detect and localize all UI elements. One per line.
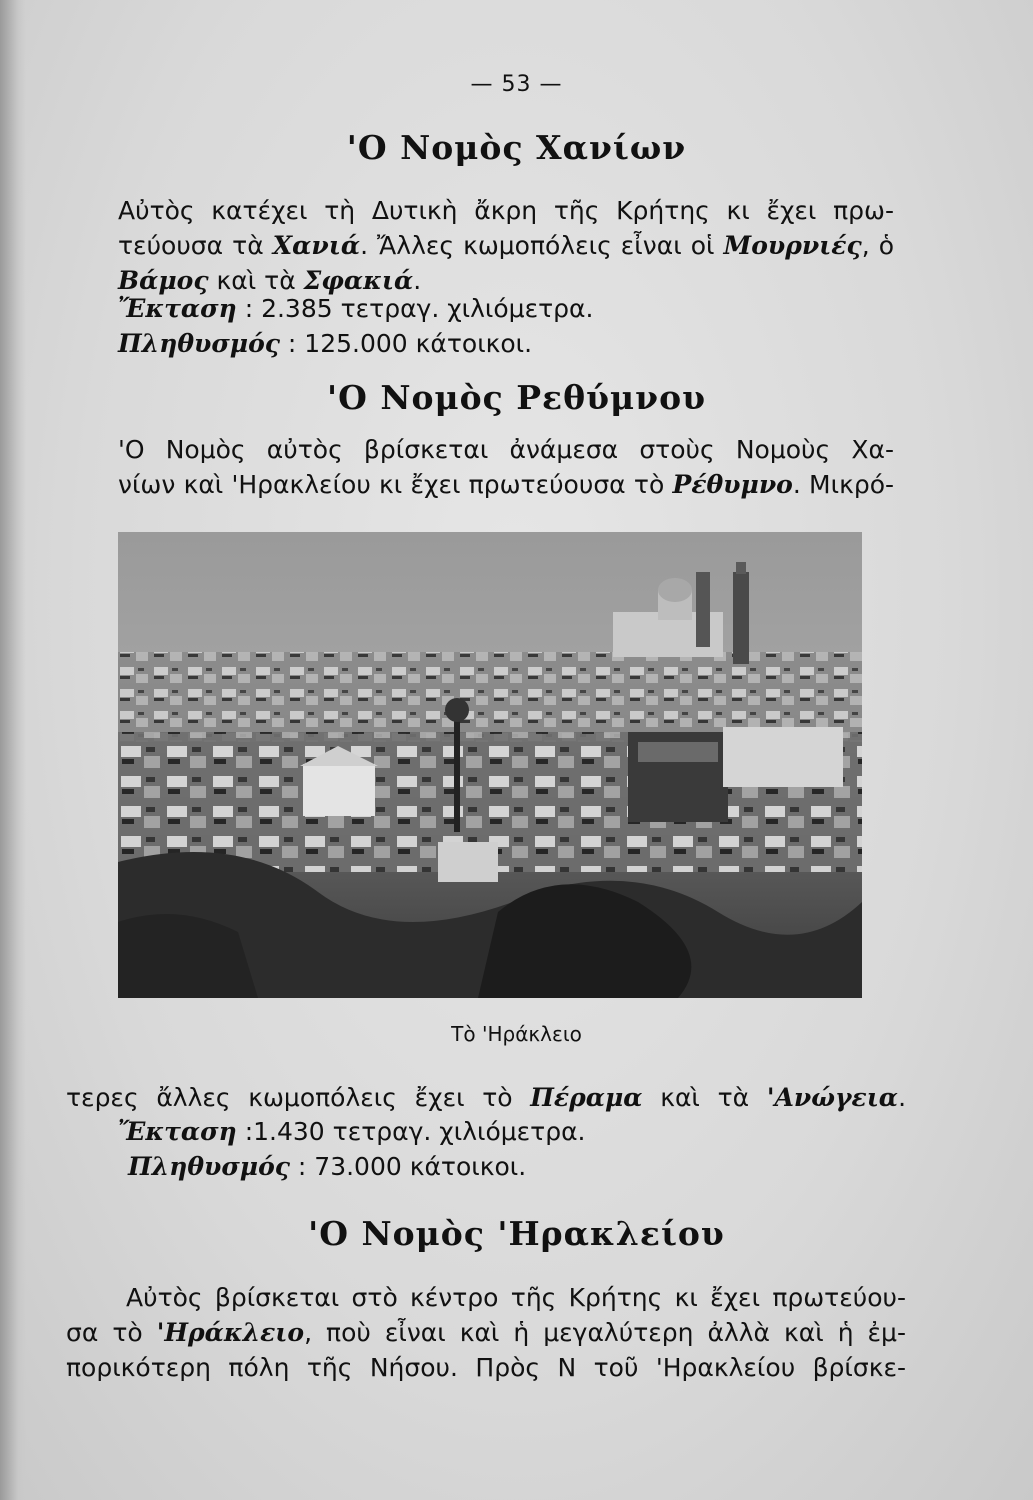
area-value: : 2.385 τετραγ. χιλιόμετρα. [236, 294, 594, 323]
text-run: , ποὺ εἶναι καὶ ἡ μεγαλύτερη ἀλλὰ καὶ ἡ ἐμ- [304, 1318, 906, 1347]
photo-caption: Τὸ 'Ηράκλειο [451, 1022, 582, 1046]
page-number: — 53 — [470, 72, 563, 97]
text-line [118, 228, 894, 263]
text-run: . [413, 266, 422, 295]
area-label: Ἔκταση [118, 1117, 237, 1146]
population-label: Πληθυσμός [128, 1152, 290, 1181]
section-title-chania: 'Ο Νομὸς Χανίων [346, 128, 687, 167]
paragraph-rethymno-continued [66, 1080, 906, 1115]
area-chania [118, 292, 593, 326]
text-run: , ὁ [861, 231, 894, 260]
population-value: : 125.000 κάτοικοι. [279, 329, 533, 358]
text-run: τεύουσα τὰ [118, 231, 273, 260]
paragraph-chania [118, 193, 894, 298]
text-run: . Μικρό- [792, 470, 895, 499]
photo-heraklion [118, 532, 862, 998]
place-name-perama: Πέραμα [530, 1083, 643, 1112]
place-name-chania: Χανιά [272, 231, 361, 260]
area-label: Ἔκταση [118, 294, 237, 323]
photo-heraklion-drawing [118, 532, 862, 998]
place-name-sfakia: Σφακιά [303, 266, 414, 295]
book-spine-shadow [0, 0, 26, 1500]
text-line [118, 432, 894, 467]
text-run: καὶ τὰ [642, 1083, 767, 1112]
place-name-vamos: Βάμος [118, 266, 209, 295]
text-run: καὶ τὰ [208, 266, 304, 295]
place-name-heraklion: 'Ηράκλειο [156, 1318, 305, 1347]
area-rethymno [118, 1115, 586, 1149]
text-line [118, 467, 894, 502]
text-run: 'Ο Νομὸς αὐτὸς βρίσκεται ἀνάμεσα στοὺς Νομοὺς Χα- [118, 435, 894, 464]
text-run: πορικότερη πόλη τῆς Νήσου. Πρὸς Ν τοῦ 'Ηρακλείου βρίσκε- [66, 1353, 906, 1382]
place-name-anogeia: 'Ανώγεια [766, 1083, 899, 1112]
text-run: Αὐτὸς κατέχει τὴ Δυτικὴ ἄκρη τῆς Κρήτης κι ἔχει πρω- [118, 196, 894, 225]
text-run: τερες ἄλλες κωμοπόλεις ἔχει τὸ [66, 1083, 531, 1112]
text-run: . Ἄλλες κωμοπόλεις εἶναι οἱ [360, 231, 724, 260]
section-title-rethymno: 'Ο Νομὸς Ρεθύμνου [326, 378, 706, 417]
text-run: Αὐτὸς βρίσκεται στὸ κέντρο τῆς Κρήτης κι ἔχει πρωτεύου- [126, 1283, 906, 1312]
section-title-heraklion: 'Ο Νομὸς 'Ηρακλείου [308, 1214, 725, 1253]
population-label: Πληθυσμός [118, 329, 280, 358]
text-run: σα τὸ [66, 1318, 157, 1347]
text-line [66, 1280, 906, 1315]
place-name-rethymno: Ρέθυμνο [672, 470, 793, 499]
text-run: . [898, 1083, 907, 1112]
area-value: :1.430 τετραγ. χιλιόμετρα. [236, 1117, 586, 1146]
population-value: : 73.000 κάτοικοι. [289, 1152, 527, 1181]
text-run: νίων καὶ 'Ηρακλείου κι ἔχει πρωτεύουσα τὸ [118, 470, 673, 499]
text-line [66, 1315, 906, 1350]
paragraph-rethymno [118, 432, 894, 502]
paragraph-heraklion [66, 1280, 906, 1385]
place-name-mournies: Μουρνιές [723, 231, 862, 260]
population-chania [118, 327, 532, 361]
population-rethymno [128, 1150, 526, 1184]
text-line [66, 1080, 906, 1115]
text-line [66, 1350, 906, 1385]
text-line [118, 193, 894, 228]
